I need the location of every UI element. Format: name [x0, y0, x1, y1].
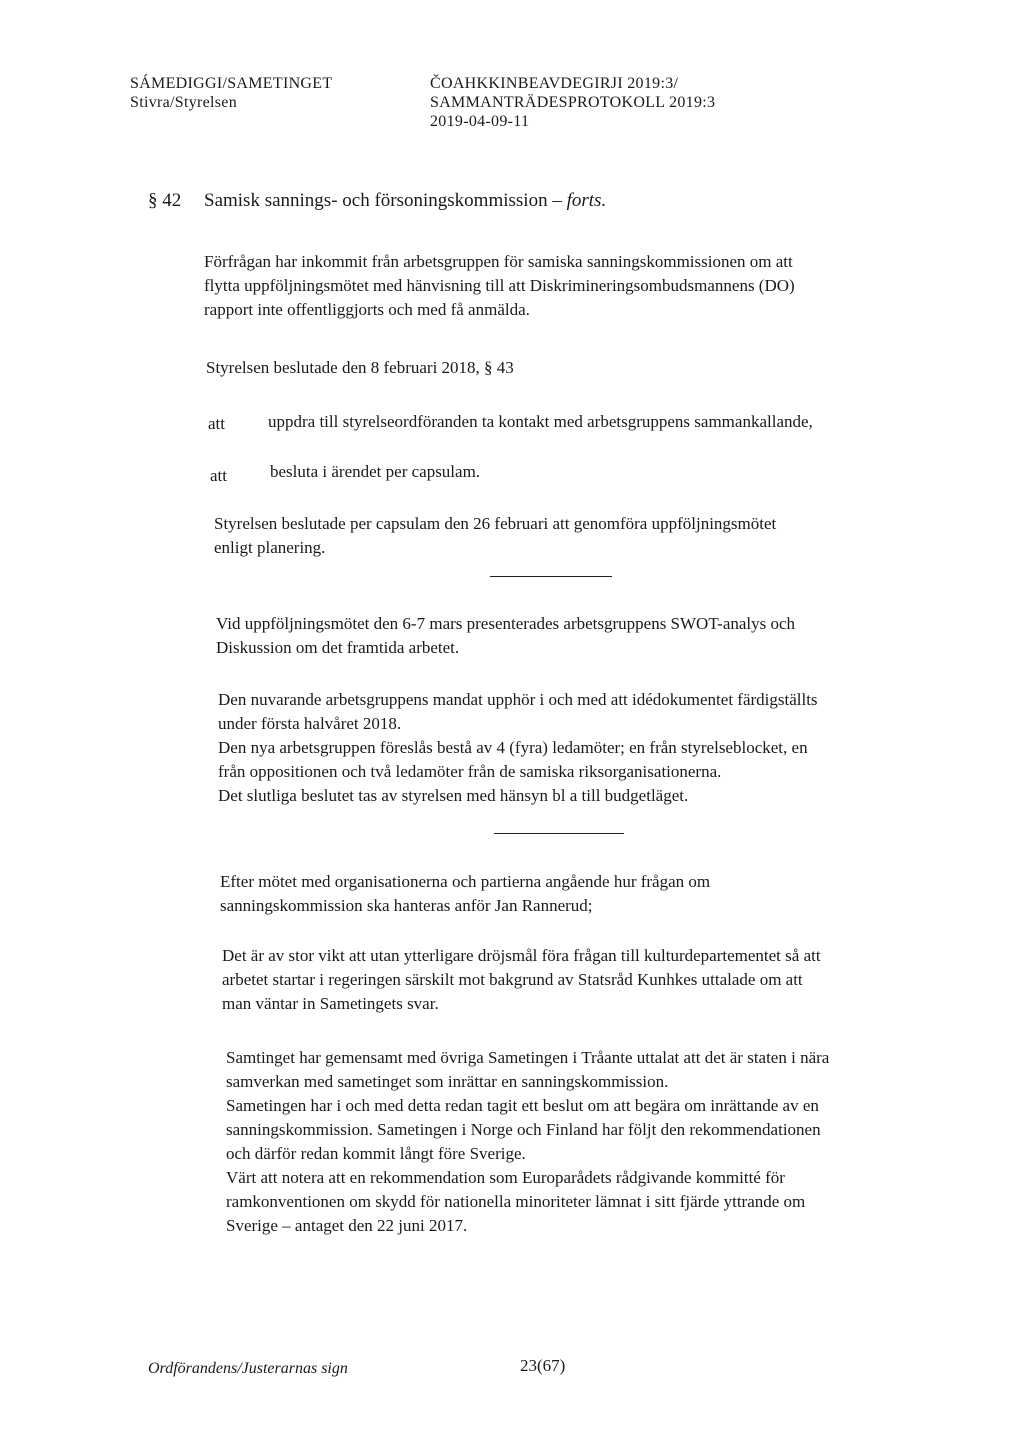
- att-clause: uppdra till styrelseordföranden ta kontakt med arbetsgruppens sammankallande,: [268, 412, 813, 431]
- text-line: enligt planering.: [214, 538, 326, 557]
- text-line: Diskussion om det framtida arbetet.: [216, 638, 460, 657]
- text-line: Det slutliga beslutet tas av styrelsen med hänsyn bl a till budgetläget.: [218, 786, 689, 805]
- section-number: § 42: [148, 190, 182, 211]
- section-forts: forts.: [566, 190, 607, 211]
- text-line: man väntar in Sametingets svar.: [222, 994, 439, 1013]
- page-number: 23(67): [520, 1356, 566, 1375]
- text-line: Vid uppföljningsmötet den 6-7 mars presenterades arbetsgruppens SWOT-analys och: [216, 614, 796, 633]
- protocol-sami: ČOAHKKINBEAVDEGIRJI 2019:3/: [430, 75, 679, 92]
- att-label: att: [210, 466, 227, 485]
- protocol-date: 2019-04-09-11: [430, 113, 530, 130]
- org-body: Stivra/Styrelsen: [130, 94, 238, 111]
- paragraph-meeting: [220, 870, 710, 918]
- text-line: rapport inte offentliggjorts och med få anmälda.: [204, 300, 530, 319]
- org-name: SÁMEDIGGI/SAMETINGET: [130, 75, 333, 92]
- section-heading: [148, 190, 606, 212]
- section-title: Samisk sannings- och försoningskommission –: [204, 190, 562, 211]
- header-protocol: [430, 74, 715, 131]
- text-line: Den nya arbetsgruppen föreslås bestå av 4 (fyra) ledamöter; en från styrelseblocket, en: [218, 738, 808, 757]
- text-line: Efter mötet med organisationerna och partierna angående hur frågan om: [220, 872, 711, 891]
- text-line: Sverige – antaget den 22 juni 2017.: [226, 1216, 468, 1235]
- paragraph-sametinget: [226, 1046, 829, 1238]
- divider-rule: [490, 576, 612, 577]
- text-line: Styrelsen beslutade per capsulam den 26 februari att genomföra uppföljningsmötet: [214, 514, 777, 533]
- text-line: Den nuvarande arbetsgruppens mandat upphör i och med att idédokumentet färdigställts: [218, 690, 818, 709]
- paragraph-mandate: [218, 688, 818, 808]
- paragraph-followup: [216, 612, 795, 660]
- text-line: arbetet startar i regeringen särskilt mot bakgrund av Statsråd Kunhkes uttalade om att: [222, 970, 803, 989]
- text-line: Samtinget har gemensamt med övriga Sametingen i Tråante uttalat att det är staten i nära: [226, 1048, 830, 1067]
- text-line: sanningskommission. Sametingen i Norge och Finland har följt den rekommendationen: [226, 1120, 821, 1139]
- text-line: flytta uppföljningsmötet med hänvisning till att Diskrimineringsombudsmannens (DO): [204, 276, 795, 295]
- text-line: Det är av stor vikt att utan ytterligare dröjsmål föra frågan till kulturdepartementet så att: [222, 946, 821, 965]
- paragraph-urgency: [222, 944, 821, 1016]
- signature-label: Ordförandens/Justerarnas sign: [148, 1360, 348, 1377]
- protocol-swedish: SAMMANTRÄDESPROTOKOLL 2019:3: [430, 94, 716, 111]
- text-line: ramkonventionen om skydd för nationella minoriteter lämnat i sitt fjärde yttrande om: [226, 1192, 806, 1211]
- text-line: Värt att notera att en rekommendation som Europarådets rådgivande kommitté för: [226, 1168, 785, 1187]
- header-organization: [130, 74, 332, 112]
- text-line: sanningskommission ska hanteras anför Jan Rannerud;: [220, 896, 593, 915]
- att-clause: besluta i ärendet per capsulam.: [270, 462, 481, 481]
- text-line: Sametingen har i och med detta redan tagit ett beslut om att begära om inrättande av en: [226, 1096, 819, 1115]
- text-line: under första halvåret 2018.: [218, 714, 402, 733]
- paragraph-board-decision: Styrelsen beslutade den 8 februari 2018, § 43: [206, 358, 514, 377]
- text-line: från oppositionen och två ledamöter från de samiska riksorganisationerna.: [218, 762, 722, 781]
- paragraph-request: [204, 250, 795, 322]
- text-line: samverkan med sametinget som inrättar en sanningskommission.: [226, 1072, 669, 1091]
- divider-rule: [494, 833, 624, 834]
- text-line: och därför redan kommit långt före Sverige.: [226, 1144, 526, 1163]
- text-line: Förfrågan har inkommit från arbetsgruppen för samiska sanningskommissionen om att: [204, 252, 793, 271]
- att-label: att: [208, 414, 225, 433]
- paragraph-capsulam: [214, 512, 776, 560]
